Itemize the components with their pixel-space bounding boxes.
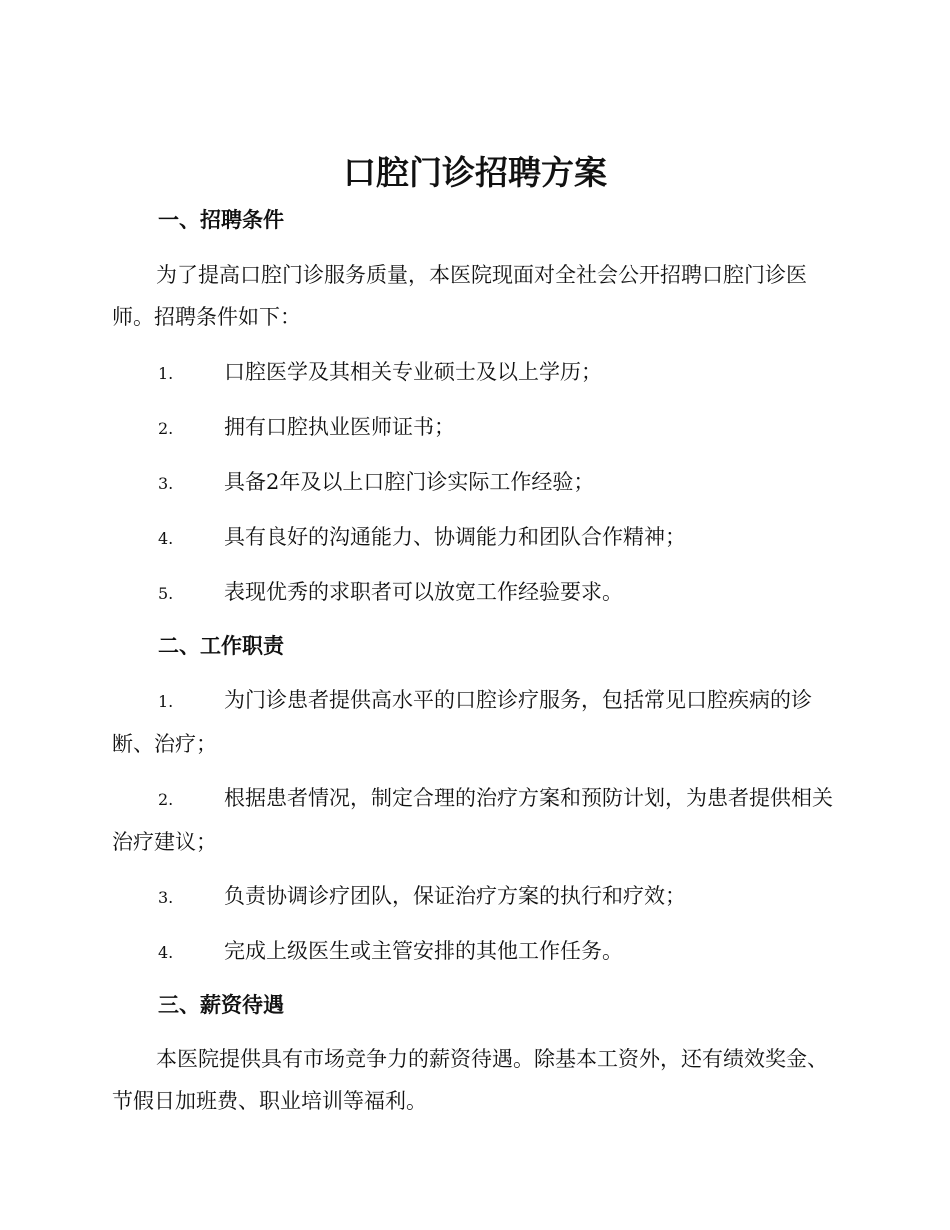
list-item [112,930,834,974]
list-item [112,516,834,560]
list-item-text: 完成上级医生或主管安排的其他工作任务。 [224,939,623,963]
list-item-number: 1. [158,692,174,711]
section-heading-job-duties: 二、工作职责 [158,634,284,658]
list-item [112,351,834,395]
list-item [112,461,834,505]
section-intro-paragraph: 本医院提供具有市场竞争力的薪资待遇。除基本工资外，还有绩效奖金、节假日加班费、职业培训等福利。 [112,1047,828,1113]
list-item-text: 具有良好的沟通能力、协调能力和团队合作精神； [224,525,686,549]
list-item-text: 表现优秀的求职者可以放宽工作经验要求。 [224,580,623,604]
list-item-number: 4. [158,529,174,548]
list-item [112,777,834,863]
list-item [112,679,834,765]
list-item-number: 4. [158,943,174,962]
section-intro-paragraph: 为了提高口腔门诊服务质量，本医院现面对全社会公开招聘口腔门诊医师。招聘条件如下： [112,263,807,329]
list-item-number: 1. [158,364,174,383]
list-item-text: 根据患者情况，制定合理的治疗方案和预防计划，为患者提供相关治疗建议； [112,786,833,854]
list-item-number: 2. [158,790,174,809]
list-item-text: 拥有口腔执业医师证书； [224,415,455,439]
section-heading-recruitment-conditions: 一、招聘条件 [158,208,284,232]
list-item-text: 具备2年及以上口腔门诊实际工作经验； [224,470,595,494]
list-item-number: 5. [158,584,174,603]
list-item-number: 3. [158,888,174,907]
list-item-number: 2. [158,419,174,438]
list-item-text: 负责协调诊疗团队，保证治疗方案的执行和疗效； [224,884,686,908]
section-heading-salary-benefits: 三、薪资待遇 [158,993,284,1017]
page-title: 口腔门诊招聘方案 [343,153,607,192]
list-item-text: 为门诊患者提供高水平的口腔诊疗服务，包括常见口腔疾病的诊断、治疗； [112,688,812,756]
list-item [112,875,834,919]
list-item-number: 3. [158,474,174,493]
list-item [112,406,834,450]
list-item [112,571,834,615]
list-item-text: 口腔医学及其相关专业硕士及以上学历； [224,360,602,384]
